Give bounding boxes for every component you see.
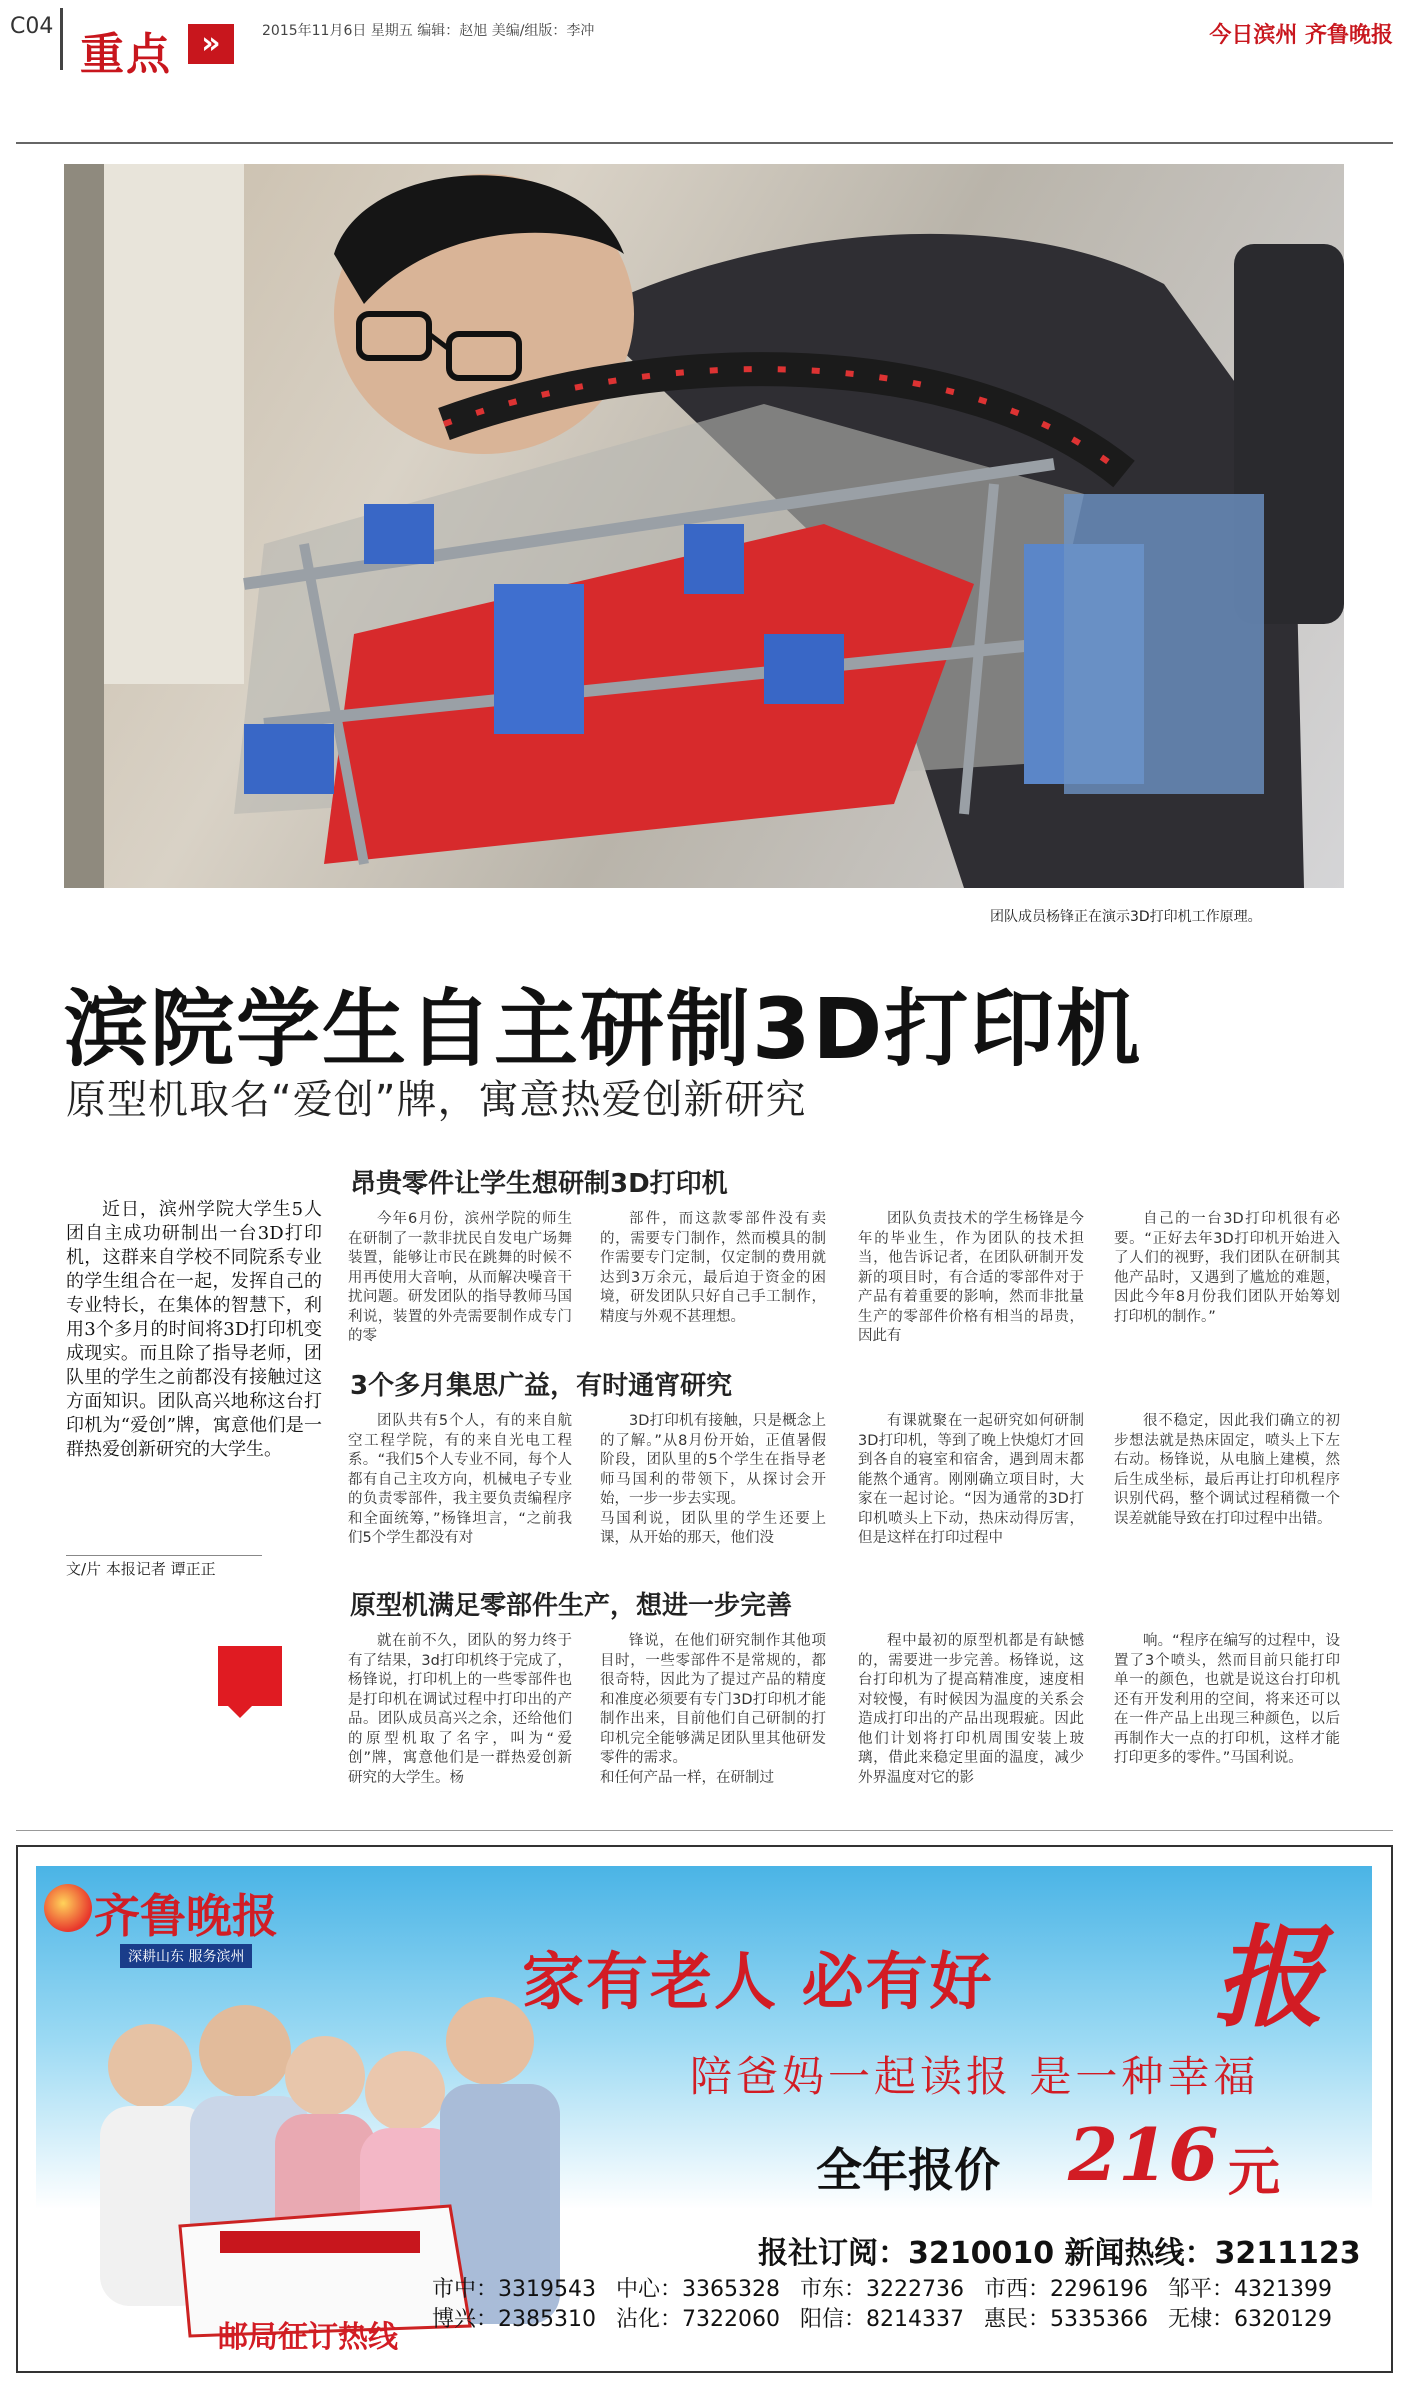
header-divider: [60, 8, 63, 70]
section-1-col-3: 团队负责技术的学生杨锋是今年的毕业生，作为团队的技术担当，他告诉记者，在团队研制开发新的项目时，有合适的零部件对于产品有着重要的影响，然而非批量生产的零部件价格有相当的昂贵，因此有: [858, 1211, 1084, 1344]
ad-separator: [16, 1830, 1393, 1831]
red-quote-marker: [218, 1646, 282, 1706]
news-photo: [64, 164, 1344, 888]
section-3-col-1: 就在前不久，团队的努力终于有了结果，3d打印机终于完成了，杨锋说，打印机上的一些零部件也是打印机在调试过程中打印出的产品。团队成员高兴之余，还给他们的原型机取了名字，叫为“爱创”牌，寓意他们是一群热爱创新研究的大学生。杨: [348, 1633, 572, 1786]
phone-cell: 市中：3319543: [432, 2277, 596, 2302]
phone-cell: 博兴：2385310: [432, 2307, 596, 2332]
ad-slogan-small: 深耕山东 服务滨州: [120, 1944, 252, 1968]
phone-cell: 中心：3365328: [616, 2277, 780, 2302]
section-1-heading: 昂贵零件让学生想研制3D打印机: [350, 1169, 728, 1199]
subheadline: 原型机取名“爱创”牌，寓意热爱创新研究: [66, 1077, 807, 1123]
ad-hotline: 报社订阅：3210010 新闻热线：3211123: [758, 2236, 1361, 2271]
ad-logo: 齐鲁晚报: [94, 1889, 278, 1943]
ad-price-unit: 元: [1228, 2143, 1281, 2203]
section-1-col-2: 部件，而这款零部件没有卖的，需要专门制作，然而模具的制作需要专门定制，仅定制的费用就达到3万余元，最后迫于资金的困境，研发团队只好自己手工制作，精度与外观不甚理想。: [600, 1211, 826, 1325]
phone-cell: 市西：2296196: [984, 2277, 1148, 2302]
ad-price-label: 全年报价: [816, 2143, 1000, 2197]
phone-cell: 邹平：4321399: [1168, 2277, 1332, 2302]
section-3-col-4: 响。“程序在编写的过程中，设置了3个喷头，然而目前只能打印单一的颜色，也就是说这台打印机还有开发利用的空间，将来还可以在一件产品上出现三种颜色，以后再制作大一点的打印机，这样才能打印更多的零件。”马国利说。: [1114, 1633, 1340, 1766]
byline: 文/片 本报记者 谭正正: [66, 1555, 262, 1579]
section-2-col-2: 3D打印机有接触，只是概念上的了解。”从8月份开始，正值暑假阶段，团队里的5个学生在指导老师马国利的带领下，从探讨会开始，一步一步去实现。 马国利说，团队里的学生还要上课，从开始的那天，他们没: [600, 1413, 826, 1546]
section-1-col-1: 今年6月份，滨州学院的师生在研制了一款非扰民自发电广场舞装置，能够让市民在跳舞的时候不用再使用大音响，从而解决噪音干扰问题。研发团队的指导教师马国利说，装置的外壳需要制作成专门的零: [348, 1211, 572, 1344]
ad-main-slogan-big-char: 报: [1214, 1913, 1324, 2042]
phone-cell: 沾化：7322060: [616, 2307, 780, 2332]
section-1-col-4: 自己的一台3D打印机很有必要。“正好去年3D打印机开始进入了人们的视野，我们团队在研制其他产品时，又遇到了尴尬的难题，因此今年8月份我们团队开始筹划打印机的制作。”: [1114, 1211, 1340, 1325]
ad-logo-icon: [44, 1884, 92, 1932]
photo-caption: 团队成员杨锋正在演示3D打印机工作原理。: [990, 909, 1262, 925]
ad-price: 216: [1068, 2112, 1219, 2197]
ad-postal-hotline-label: 邮局征订热线: [218, 2320, 398, 2355]
newspaper-brand: 今日滨州 齐鲁晚报: [1209, 23, 1393, 48]
section-3-heading: 原型机满足零部件生产，想进一步完善: [350, 1591, 793, 1621]
issue-meta: 2015年11月6日 星期五 编辑：赵旭 美编/组版：李冲: [262, 23, 595, 39]
ad-secondary-slogan: 陪爸妈一起读报 是一种幸福: [690, 2052, 1260, 2101]
phone-row: [432, 2302, 1352, 2332]
section-2-heading: 3个多月集思广益，有时通宵研究: [350, 1371, 733, 1401]
ad-phone-table: [432, 2272, 1352, 2332]
ad-main-slogan: 家有老人 必有好: [522, 1945, 994, 2018]
article-lead: 近日，滨州学院大学生5人团自主成功研制出一台3D打印机，这群来自学校不同院系专业的学生组合在一起，发挥自己的专业特长，在集体的智慧下，利用3个多月的时间将3D打印机变成现实。而且除了指导老师，团队里的学生之前都没有接触过这方面知识。团队高兴地称这台打印机为“爱创”牌，寓意他们是一群热爱创新研究的大学生。: [66, 1199, 322, 1460]
section-arrow-icon: »: [188, 24, 234, 64]
phone-cell: 市东：3222736: [800, 2277, 964, 2302]
section-title: 重点: [80, 29, 172, 80]
section-2-col-4: 很不稳定，因此我们确立的初步想法就是热床固定，喷头上下左右动。杨锋说，从电脑上建模，然后生成坐标，最后再让打印机程序识别代码，整个调试过程稍微一个误差就能导致在打印过程中出错。: [1114, 1413, 1340, 1527]
phone-cell: 阳信：8214337: [800, 2307, 964, 2332]
phone-cell: 无棣：6320129: [1168, 2307, 1332, 2332]
section-2-col-3: 有课就聚在一起研究如何研制3D打印机，等到了晚上快熄灯才回到各自的寝室和宿舍，遇到周末都能熬个通宵。刚刚确立项目时，大家在一起讨论。“因为通常的3D打印机喷头上下动，热床动得厉害，但是这样在打印过程中: [858, 1413, 1084, 1546]
photo-illustration: [64, 164, 1344, 888]
section-2-col-1: 团队共有5个人，有的来自航空工程学院，有的来自光电工程系。“我们5个人专业不同，每个人都有自己主攻方向，机械电子专业的负责零部件，我主要负责编程序和全面统筹，”杨锋坦言，“之前我们5个学生都没有对: [348, 1413, 572, 1546]
phone-row: [432, 2272, 1352, 2302]
section-3-col-2: 锋说，在他们研究制作其他项目时，一些零部件不是常规的，都很奇特，因此为了提过产品的精度和准度必须要有专门3D打印机才能制作出来，目前他们自己研制的打印机完全能够满足团队里其他研发零件的需求。 和任何产品一样，在研制过: [600, 1633, 826, 1786]
section-3-col-3: 程中最初的原型机都是有缺憾的，需要进一步完善。杨锋说，这台打印机为了提高精准度，速度相对较慢，有时候因为温度的关系会造成打印出的产品出现瑕疵。因此他们计划将打印机周围安装上玻璃，借此来稳定里面的温度，减少外界温度对它的影: [858, 1633, 1084, 1786]
phone-cell: 惠民：5335366: [984, 2307, 1148, 2332]
header-rule: [16, 142, 1393, 144]
headline: 滨院学生自主研制3D打印机: [64, 980, 1143, 1078]
page-number: C04: [10, 14, 54, 39]
